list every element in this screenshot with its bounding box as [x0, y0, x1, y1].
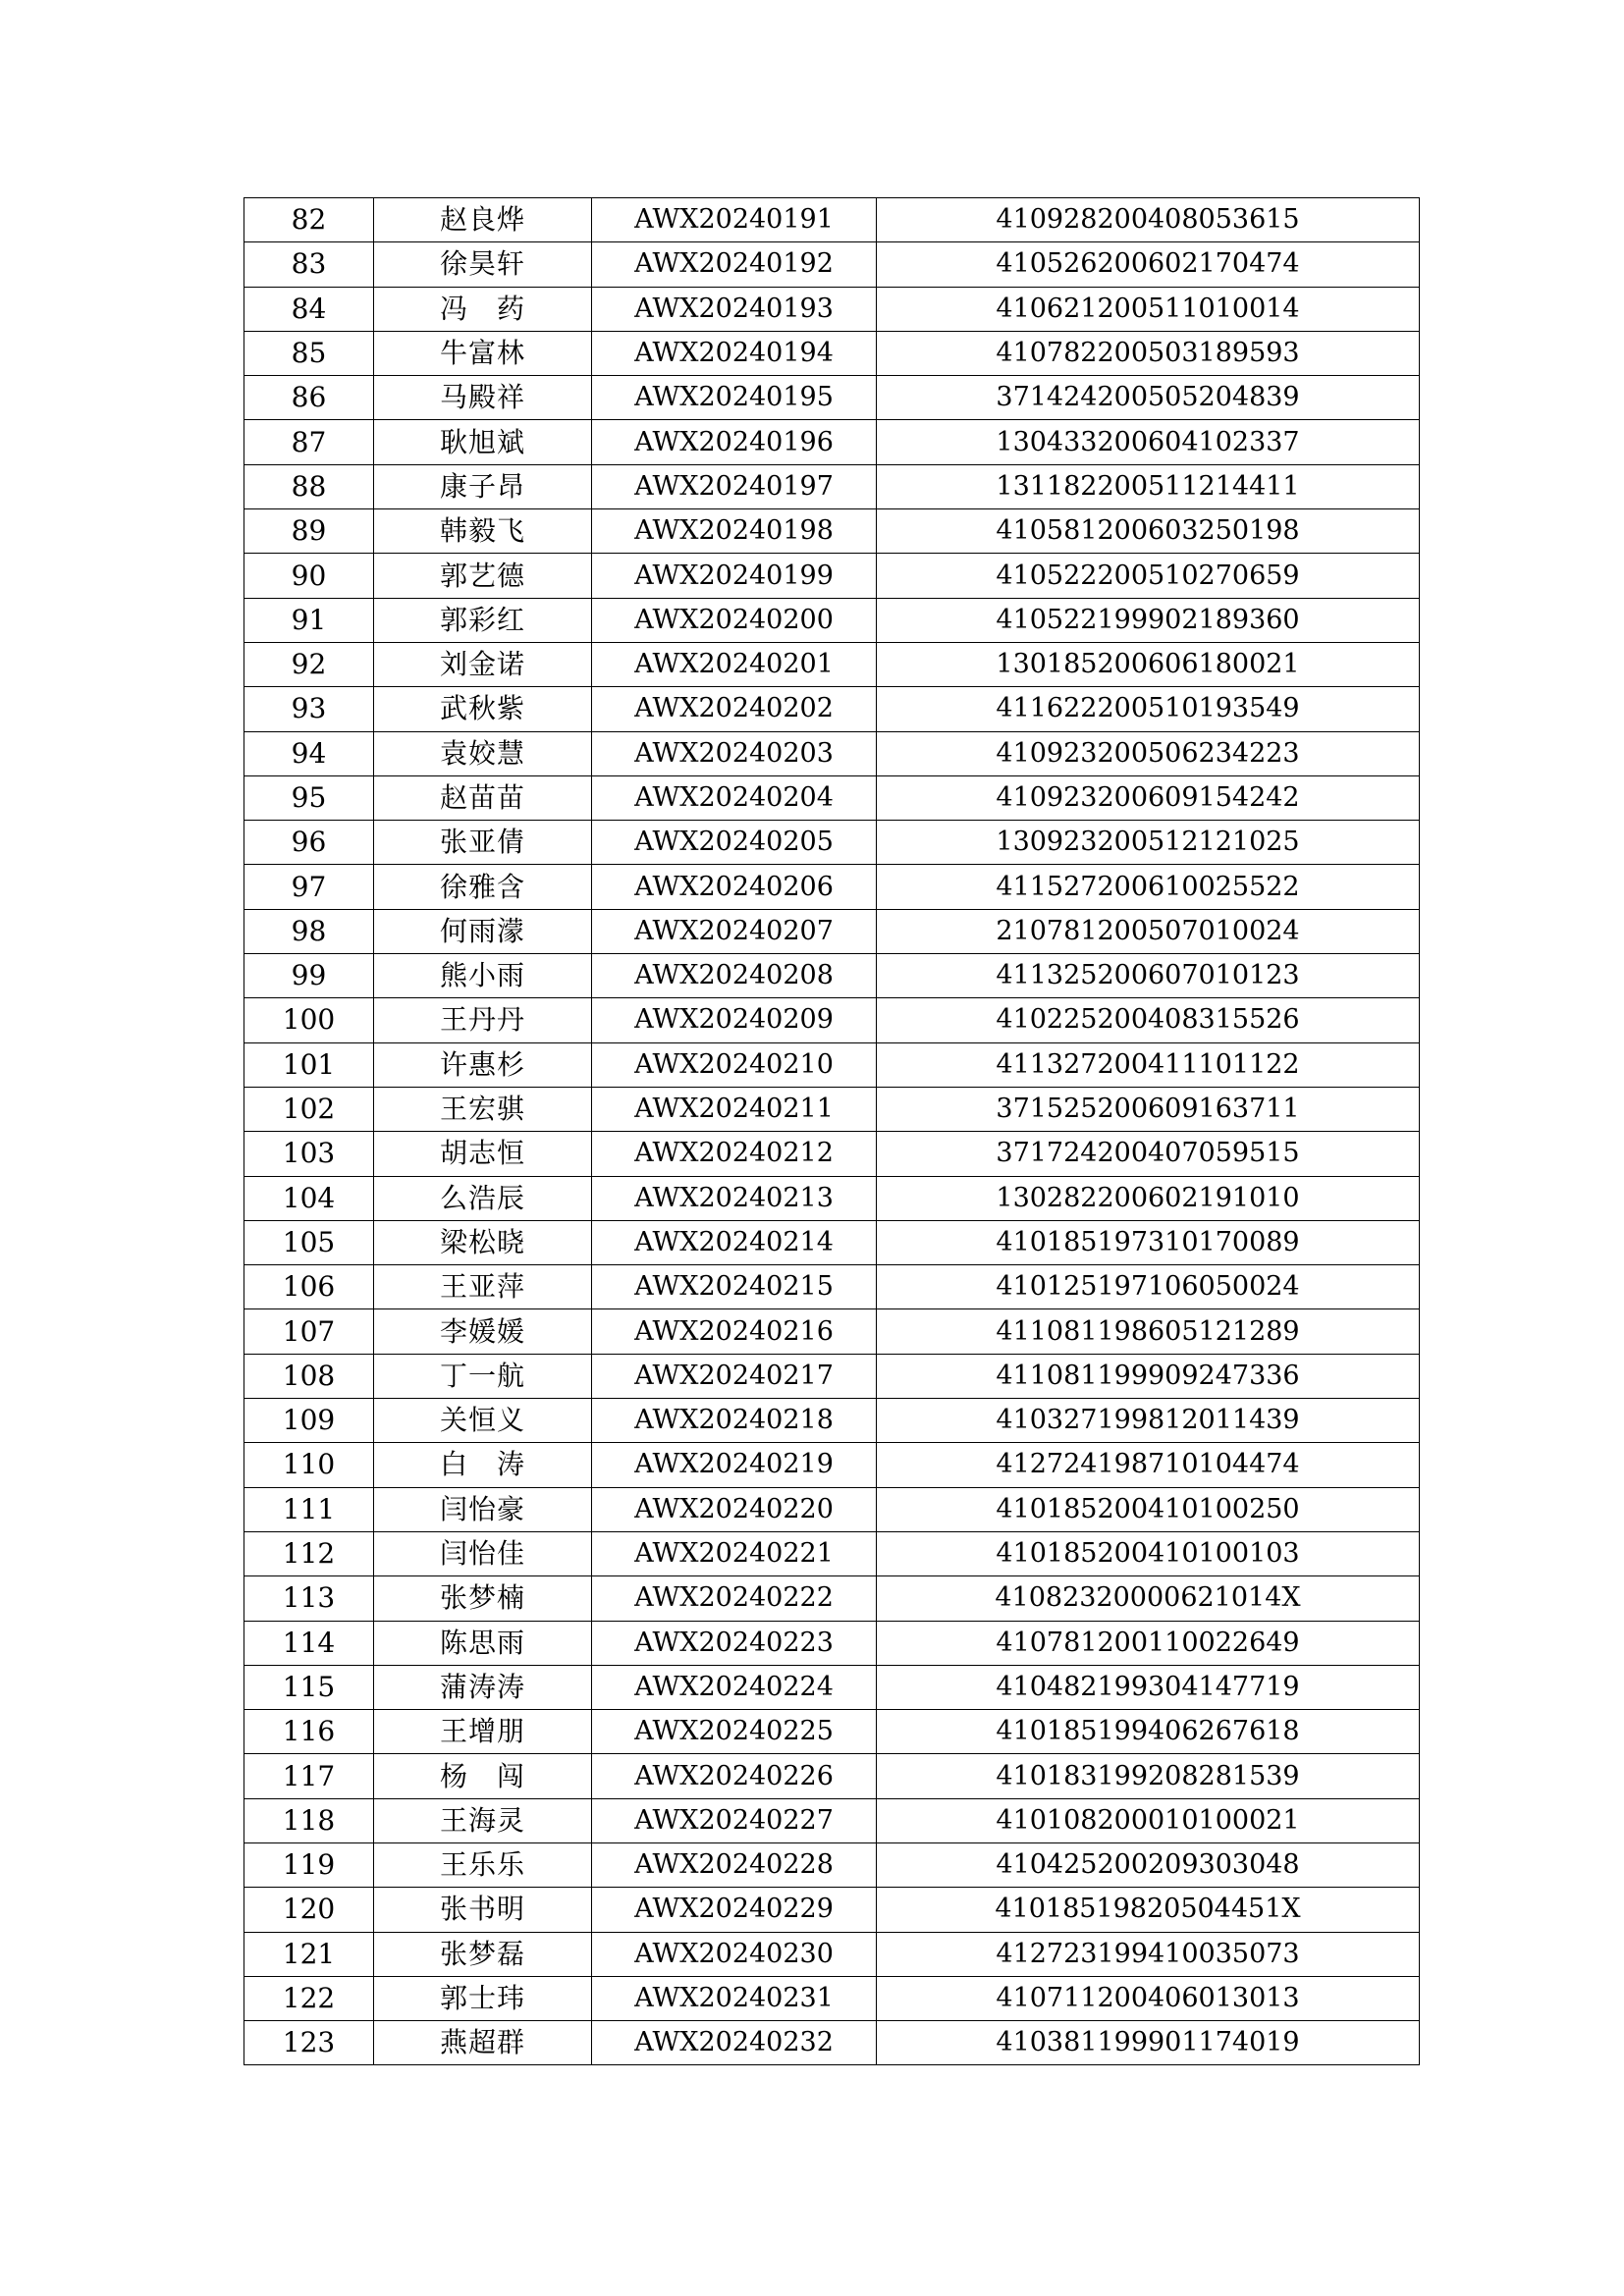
id-number-cell: 371424200505204839: [877, 376, 1420, 420]
id-number-cell: 410923200609154242: [877, 775, 1420, 820]
table-row: [244, 821, 1420, 865]
row-number-cell: 89: [244, 509, 374, 554]
row-number-cell: 115: [244, 1665, 374, 1709]
row-number-cell: 111: [244, 1487, 374, 1531]
name-cell: 武秋紫: [374, 687, 592, 731]
id-number-cell: 410185200410100250: [877, 1487, 1420, 1531]
row-number-cell: 95: [244, 775, 374, 820]
name-cell: 燕超群: [374, 2021, 592, 2065]
id-number-cell: 410782200503189593: [877, 331, 1420, 375]
id-number-cell: 130433200604102337: [877, 420, 1420, 464]
name-cell: 白 涛: [374, 1443, 592, 1487]
table-row: [244, 865, 1420, 909]
certificate-code-cell: AWX20240214: [592, 1220, 877, 1264]
certificate-code-cell: AWX20240211: [592, 1087, 877, 1131]
table-row: [244, 775, 1420, 820]
table-row: [244, 1842, 1420, 1887]
table-row: [244, 1487, 1420, 1531]
row-number-cell: 108: [244, 1354, 374, 1398]
certificate-code-cell: AWX20240231: [592, 1976, 877, 2020]
name-cell: 康子昂: [374, 464, 592, 508]
name-cell: 陈思雨: [374, 1621, 592, 1665]
name-cell: 张梦磊: [374, 1932, 592, 1976]
certificate-code-cell: AWX20240225: [592, 1710, 877, 1754]
roster-table-body: [244, 198, 1420, 2065]
certificate-code-cell: AWX20240203: [592, 731, 877, 775]
certificate-code-cell: AWX20240195: [592, 376, 877, 420]
certificate-code-cell: AWX20240192: [592, 242, 877, 287]
row-number-cell: 96: [244, 821, 374, 865]
table-row: [244, 1354, 1420, 1398]
name-cell: 杨 闯: [374, 1754, 592, 1798]
table-row: [244, 1710, 1420, 1754]
id-number-cell: 411081199909247336: [877, 1354, 1420, 1398]
certificate-code-cell: AWX20240222: [592, 1576, 877, 1621]
id-number-cell: 411527200610025522: [877, 865, 1420, 909]
table-row: [244, 1399, 1420, 1443]
id-number-cell: 410923200506234223: [877, 731, 1420, 775]
row-number-cell: 117: [244, 1754, 374, 1798]
certificate-code-cell: AWX20240215: [592, 1265, 877, 1309]
row-number-cell: 94: [244, 731, 374, 775]
id-number-cell: 410928200408053615: [877, 198, 1420, 242]
row-number-cell: 92: [244, 642, 374, 686]
certificate-code-cell: AWX20240210: [592, 1042, 877, 1087]
table-row: [244, 1042, 1420, 1087]
id-number-cell: 411325200607010123: [877, 954, 1420, 998]
id-number-cell: 410225200408315526: [877, 998, 1420, 1042]
table-row: [244, 687, 1420, 731]
table-row: [244, 1798, 1420, 1842]
table-row: [244, 731, 1420, 775]
certificate-code-cell: AWX20240216: [592, 1309, 877, 1354]
name-cell: 李媛媛: [374, 1309, 592, 1354]
row-number-cell: 82: [244, 198, 374, 242]
row-number-cell: 88: [244, 464, 374, 508]
name-cell: 张亚倩: [374, 821, 592, 865]
name-cell: 耿旭斌: [374, 420, 592, 464]
row-number-cell: 97: [244, 865, 374, 909]
name-cell: 王丹丹: [374, 998, 592, 1042]
table-row: [244, 1665, 1420, 1709]
row-number-cell: 110: [244, 1443, 374, 1487]
table-row: [244, 642, 1420, 686]
certificate-code-cell: AWX20240230: [592, 1932, 877, 1976]
table-row: [244, 1132, 1420, 1176]
id-number-cell: 410185199406267618: [877, 1710, 1420, 1754]
id-number-cell: 412724198710104474: [877, 1443, 1420, 1487]
table-row: [244, 1176, 1420, 1220]
certificate-code-cell: AWX20240221: [592, 1531, 877, 1575]
id-number-cell: 410522199902189360: [877, 598, 1420, 642]
table-row: [244, 198, 1420, 242]
name-cell: 牛富林: [374, 331, 592, 375]
id-number-cell: 410327199812011439: [877, 1399, 1420, 1443]
id-number-cell: 410522200510270659: [877, 554, 1420, 598]
row-number-cell: 93: [244, 687, 374, 731]
name-cell: 韩毅飞: [374, 509, 592, 554]
certificate-code-cell: AWX20240224: [592, 1665, 877, 1709]
table-row: [244, 1220, 1420, 1264]
row-number-cell: 114: [244, 1621, 374, 1665]
name-cell: 闫怡豪: [374, 1487, 592, 1531]
certificate-code-cell: AWX20240208: [592, 954, 877, 998]
name-cell: 郭彩红: [374, 598, 592, 642]
certificate-code-cell: AWX20240199: [592, 554, 877, 598]
roster-table: [244, 197, 1420, 2065]
name-cell: 赵良烨: [374, 198, 592, 242]
id-number-cell: 130923200512121025: [877, 821, 1420, 865]
row-number-cell: 101: [244, 1042, 374, 1087]
name-cell: 郭艺德: [374, 554, 592, 598]
id-number-cell: 41082320000621014X: [877, 1576, 1420, 1621]
table-row: [244, 242, 1420, 287]
name-cell: 许惠杉: [374, 1042, 592, 1087]
row-number-cell: 100: [244, 998, 374, 1042]
row-number-cell: 85: [244, 331, 374, 375]
row-number-cell: 84: [244, 287, 374, 331]
table-row: [244, 1443, 1420, 1487]
id-number-cell: 411081198605121289: [877, 1309, 1420, 1354]
id-number-cell: 410425200209303048: [877, 1842, 1420, 1887]
certificate-code-cell: AWX20240191: [592, 198, 877, 242]
id-number-cell: 410381199901174019: [877, 2021, 1420, 2065]
table-row: [244, 909, 1420, 953]
name-cell: 赵苗苗: [374, 775, 592, 820]
certificate-code-cell: AWX20240212: [592, 1132, 877, 1176]
id-number-cell: 210781200507010024: [877, 909, 1420, 953]
certificate-code-cell: AWX20240200: [592, 598, 877, 642]
row-number-cell: 98: [244, 909, 374, 953]
row-number-cell: 119: [244, 1842, 374, 1887]
name-cell: 王亚萍: [374, 1265, 592, 1309]
certificate-code-cell: AWX20240232: [592, 2021, 877, 2065]
row-number-cell: 113: [244, 1576, 374, 1621]
name-cell: 丁一航: [374, 1354, 592, 1398]
id-number-cell: 411622200510193549: [877, 687, 1420, 731]
table-row: [244, 464, 1420, 508]
table-row: [244, 1932, 1420, 1976]
id-number-cell: 410482199304147719: [877, 1665, 1420, 1709]
certificate-code-cell: AWX20240228: [592, 1842, 877, 1887]
table-row: [244, 1531, 1420, 1575]
name-cell: 马殿祥: [374, 376, 592, 420]
table-row: [244, 998, 1420, 1042]
certificate-code-cell: AWX20240217: [592, 1354, 877, 1398]
row-number-cell: 104: [244, 1176, 374, 1220]
table-row: [244, 1976, 1420, 2020]
table-row: [244, 1621, 1420, 1665]
certificate-code-cell: AWX20240219: [592, 1443, 877, 1487]
certificate-code-cell: AWX20240227: [592, 1798, 877, 1842]
table-row: [244, 2021, 1420, 2065]
id-number-cell: 410185197310170089: [877, 1220, 1420, 1264]
certificate-code-cell: AWX20240197: [592, 464, 877, 508]
table-row: [244, 420, 1420, 464]
name-cell: 关恒义: [374, 1399, 592, 1443]
id-number-cell: 41018519820504451X: [877, 1888, 1420, 1932]
id-number-cell: 410581200603250198: [877, 509, 1420, 554]
id-number-cell: 410108200010100021: [877, 1798, 1420, 1842]
certificate-code-cell: AWX20240206: [592, 865, 877, 909]
name-cell: 徐雅含: [374, 865, 592, 909]
certificate-code-cell: AWX20240213: [592, 1176, 877, 1220]
table-row: [244, 1576, 1420, 1621]
name-cell: 张书明: [374, 1888, 592, 1932]
row-number-cell: 107: [244, 1309, 374, 1354]
name-cell: 么浩辰: [374, 1176, 592, 1220]
name-cell: 袁姣慧: [374, 731, 592, 775]
id-number-cell: 410711200406013013: [877, 1976, 1420, 2020]
id-number-cell: 410183199208281539: [877, 1754, 1420, 1798]
name-cell: 何雨濛: [374, 909, 592, 953]
table-row: [244, 331, 1420, 375]
row-number-cell: 86: [244, 376, 374, 420]
id-number-cell: 412723199410035073: [877, 1932, 1420, 1976]
certificate-code-cell: AWX20240218: [592, 1399, 877, 1443]
row-number-cell: 102: [244, 1087, 374, 1131]
row-number-cell: 91: [244, 598, 374, 642]
id-number-cell: 410125197106050024: [877, 1265, 1420, 1309]
table-row: [244, 598, 1420, 642]
certificate-code-cell: AWX20240205: [592, 821, 877, 865]
table-row: [244, 1888, 1420, 1932]
table-row: [244, 287, 1420, 331]
table-row: [244, 509, 1420, 554]
name-cell: 王增朋: [374, 1710, 592, 1754]
certificate-code-cell: AWX20240209: [592, 998, 877, 1042]
id-number-cell: 410781200110022649: [877, 1621, 1420, 1665]
row-number-cell: 116: [244, 1710, 374, 1754]
id-number-cell: 130185200606180021: [877, 642, 1420, 686]
table-row: [244, 1087, 1420, 1131]
name-cell: 郭士玮: [374, 1976, 592, 2020]
name-cell: 胡志恒: [374, 1132, 592, 1176]
certificate-code-cell: AWX20240198: [592, 509, 877, 554]
name-cell: 闫怡佳: [374, 1531, 592, 1575]
certificate-code-cell: AWX20240193: [592, 287, 877, 331]
row-number-cell: 105: [244, 1220, 374, 1264]
row-number-cell: 123: [244, 2021, 374, 2065]
name-cell: 王海灵: [374, 1798, 592, 1842]
row-number-cell: 121: [244, 1932, 374, 1976]
name-cell: 徐昊轩: [374, 242, 592, 287]
name-cell: 张梦楠: [374, 1576, 592, 1621]
certificate-code-cell: AWX20240220: [592, 1487, 877, 1531]
table-row: [244, 1754, 1420, 1798]
id-number-cell: 411327200411101122: [877, 1042, 1420, 1087]
name-cell: 蒲涛涛: [374, 1665, 592, 1709]
table-row: [244, 1309, 1420, 1354]
name-cell: 王乐乐: [374, 1842, 592, 1887]
id-number-cell: 371724200407059515: [877, 1132, 1420, 1176]
id-number-cell: 130282200602191010: [877, 1176, 1420, 1220]
row-number-cell: 120: [244, 1888, 374, 1932]
row-number-cell: 106: [244, 1265, 374, 1309]
certificate-code-cell: AWX20240226: [592, 1754, 877, 1798]
row-number-cell: 83: [244, 242, 374, 287]
table-row: [244, 554, 1420, 598]
row-number-cell: 112: [244, 1531, 374, 1575]
certificate-code-cell: AWX20240194: [592, 331, 877, 375]
row-number-cell: 109: [244, 1399, 374, 1443]
name-cell: 王宏骐: [374, 1087, 592, 1131]
certificate-code-cell: AWX20240196: [592, 420, 877, 464]
row-number-cell: 118: [244, 1798, 374, 1842]
certificate-code-cell: AWX20240202: [592, 687, 877, 731]
name-cell: 冯 药: [374, 287, 592, 331]
certificate-code-cell: AWX20240223: [592, 1621, 877, 1665]
name-cell: 梁松晓: [374, 1220, 592, 1264]
id-number-cell: 410185200410100103: [877, 1531, 1420, 1575]
id-number-cell: 371525200609163711: [877, 1087, 1420, 1131]
row-number-cell: 87: [244, 420, 374, 464]
table-row: [244, 376, 1420, 420]
id-number-cell: 410621200511010014: [877, 287, 1420, 331]
id-number-cell: 131182200511214411: [877, 464, 1420, 508]
certificate-code-cell: AWX20240229: [592, 1888, 877, 1932]
row-number-cell: 90: [244, 554, 374, 598]
table-row: [244, 954, 1420, 998]
row-number-cell: 122: [244, 1976, 374, 2020]
certificate-code-cell: AWX20240201: [592, 642, 877, 686]
name-cell: 刘金诺: [374, 642, 592, 686]
row-number-cell: 103: [244, 1132, 374, 1176]
table-row: [244, 1265, 1420, 1309]
certificate-code-cell: AWX20240207: [592, 909, 877, 953]
certificate-code-cell: AWX20240204: [592, 775, 877, 820]
id-number-cell: 410526200602170474: [877, 242, 1420, 287]
row-number-cell: 99: [244, 954, 374, 998]
name-cell: 熊小雨: [374, 954, 592, 998]
